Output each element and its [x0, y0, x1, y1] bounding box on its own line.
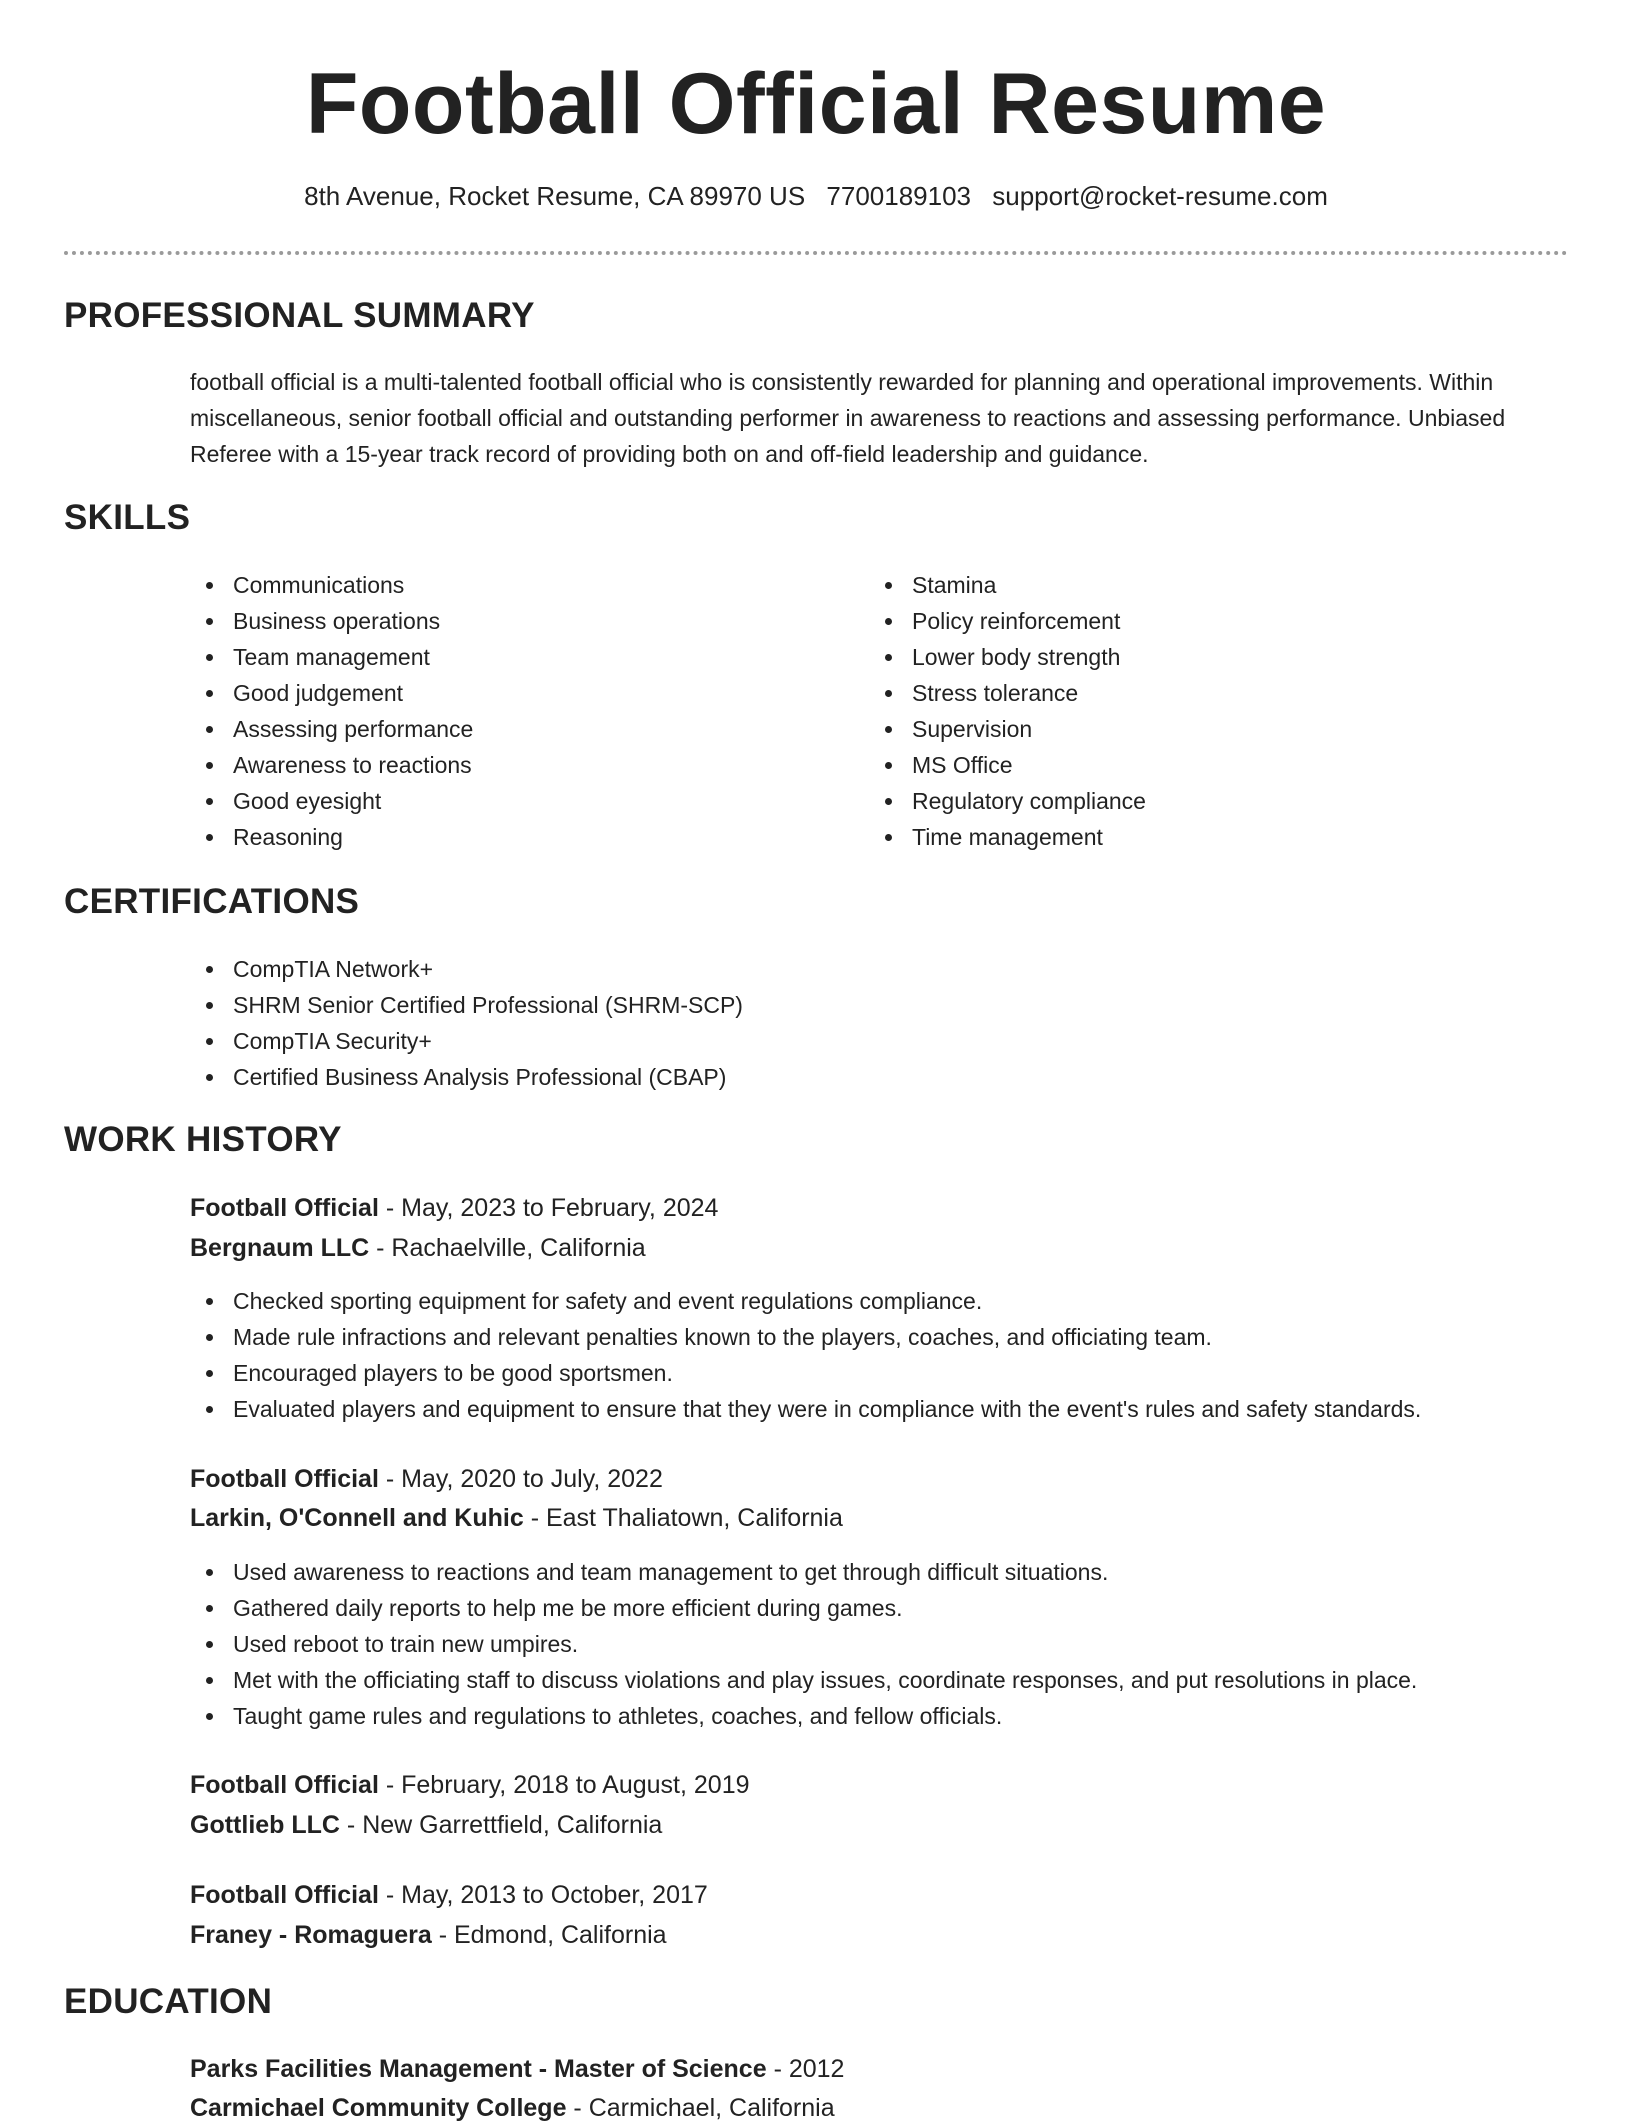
list-item: Encouraged players to be good sportsmen. — [190, 1355, 1560, 1391]
list-item: Team management — [190, 639, 830, 675]
job-title: Football Official — [190, 1194, 379, 1222]
certifications-section — [64, 882, 1568, 922]
summary-section — [64, 296, 1568, 336]
education-degree-line — [190, 2050, 844, 2088]
resume-title: Football Official Resume — [305, 56, 1327, 152]
list-item: Gathered daily reports to help me be more efficient during games. — [190, 1590, 1560, 1626]
list-item: Time management — [869, 819, 1509, 855]
list-item: Regulatory compliance — [869, 783, 1509, 819]
job-dates: - May, 2023 to February, 2024 — [378, 1194, 719, 1222]
work-history-heading: WORK HISTORY — [64, 1120, 342, 1159]
summary-heading: PROFESSIONAL SUMMARY — [64, 296, 535, 335]
education-heading: EDUCATION — [64, 1982, 273, 2021]
list-item: Good judgement — [190, 675, 830, 711]
job-company-line — [190, 1806, 662, 1844]
list-item: Met with the officiating staff to discuss violations and play issues, coordinate responses, and put resolutions in place. — [190, 1662, 1560, 1698]
job-bullets — [190, 1554, 1560, 1734]
summary-text: football official is a multi-talented football official who is consistently rewarded for planning and operational improvements. Within miscellaneous, senior football official and outstanding performer in awareness to reactions and assessing performance. Unbiased Referee with a 15-year track record of providing both on and off-field leadership and guidance. — [190, 369, 1506, 467]
job-title-line — [190, 1766, 750, 1804]
job-company: Gottlieb LLC — [190, 1811, 340, 1839]
work-history-section — [64, 1120, 1568, 1160]
list-item: CompTIA Security+ — [190, 1023, 1490, 1059]
list-item: Certified Business Analysis Professional (CBAP) — [190, 1059, 1490, 1095]
skills-section — [64, 498, 1568, 538]
list-item: Made rule infractions and relevant penalties known to the players, coaches, and officiating team. — [190, 1319, 1560, 1355]
certifications-list — [190, 951, 1490, 1095]
contact-phone: 7700189103 — [826, 181, 972, 211]
list-item: SHRM Senior Certified Professional (SHRM-SCP) — [190, 987, 1490, 1023]
list-item: Supervision — [869, 711, 1509, 747]
education-school: Carmichael Community College — [190, 2094, 567, 2122]
list-item: Awareness to reactions — [190, 747, 830, 783]
list-item: Good eyesight — [190, 783, 830, 819]
job-title: Football Official — [190, 1771, 379, 1799]
job-title-line — [190, 1876, 708, 1914]
list-item: Used awareness to reactions and team management to get through difficult situations. — [190, 1554, 1560, 1590]
job-company-line — [190, 1499, 843, 1537]
job-title: Football Official — [190, 1881, 379, 1909]
job-dates: - February, 2018 to August, 2019 — [378, 1771, 750, 1799]
job-company-line — [190, 1916, 667, 1954]
job-title: Football Official — [190, 1465, 379, 1493]
list-item: Lower body strength — [869, 639, 1509, 675]
list-item: Taught game rules and regulations to athletes, coaches, and fellow officials. — [190, 1698, 1560, 1734]
education-degree: Parks Facilities Management - Master of Science — [190, 2055, 767, 2083]
header-divider — [64, 251, 1568, 255]
list-item: Stress tolerance — [869, 675, 1509, 711]
job-company: Bergnaum LLC — [190, 1234, 370, 1262]
job-title-line — [190, 1189, 718, 1227]
list-item: Stamina — [869, 567, 1509, 603]
list-item: Communications — [190, 567, 830, 603]
list-item: Assessing performance — [190, 711, 830, 747]
job-location: - New Garrettfield, California — [339, 1811, 663, 1839]
job-location: - Edmond, California — [431, 1921, 667, 1949]
education-school-line — [190, 2089, 835, 2127]
list-item: Policy reinforcement — [869, 603, 1509, 639]
skills-heading: SKILLS — [64, 498, 191, 537]
education-location: - Carmichael, California — [566, 2094, 835, 2122]
job-bullets — [190, 1283, 1560, 1427]
certifications-heading: CERTIFICATIONS — [64, 882, 360, 921]
education-section — [64, 1982, 1568, 2022]
education-year: - 2012 — [766, 2055, 845, 2083]
list-item: MS Office — [869, 747, 1509, 783]
job-dates: - May, 2013 to October, 2017 — [378, 1881, 708, 1909]
skills-list-right — [869, 567, 1509, 855]
list-item: Used reboot to train new umpires. — [190, 1626, 1560, 1662]
job-company: Franey - Romaguera — [190, 1921, 432, 1949]
contact-line — [0, 181, 1632, 212]
skills-list-left — [190, 567, 830, 855]
list-item: Evaluated players and equipment to ensure that they were in compliance with the event's rules and safety standards. — [190, 1391, 1560, 1427]
contact-email: support@rocket-resume.com — [992, 181, 1328, 211]
job-location: - East Thaliatown, California — [523, 1504, 843, 1532]
list-item: Checked sporting equipment for safety and event regulations compliance. — [190, 1283, 1560, 1319]
contact-address: 8th Avenue, Rocket Resume, CA 89970 US — [304, 181, 806, 211]
job-location: - Rachaelville, California — [369, 1234, 646, 1262]
list-item: CompTIA Network+ — [190, 951, 1490, 987]
job-title-line — [190, 1460, 663, 1498]
job-company: Larkin, O'Connell and Kuhic — [190, 1504, 524, 1532]
job-dates: - May, 2020 to July, 2022 — [378, 1465, 663, 1493]
job-company-line — [190, 1229, 646, 1267]
list-item: Business operations — [190, 603, 830, 639]
list-item: Reasoning — [190, 819, 830, 855]
resume-header — [0, 0, 1632, 156]
